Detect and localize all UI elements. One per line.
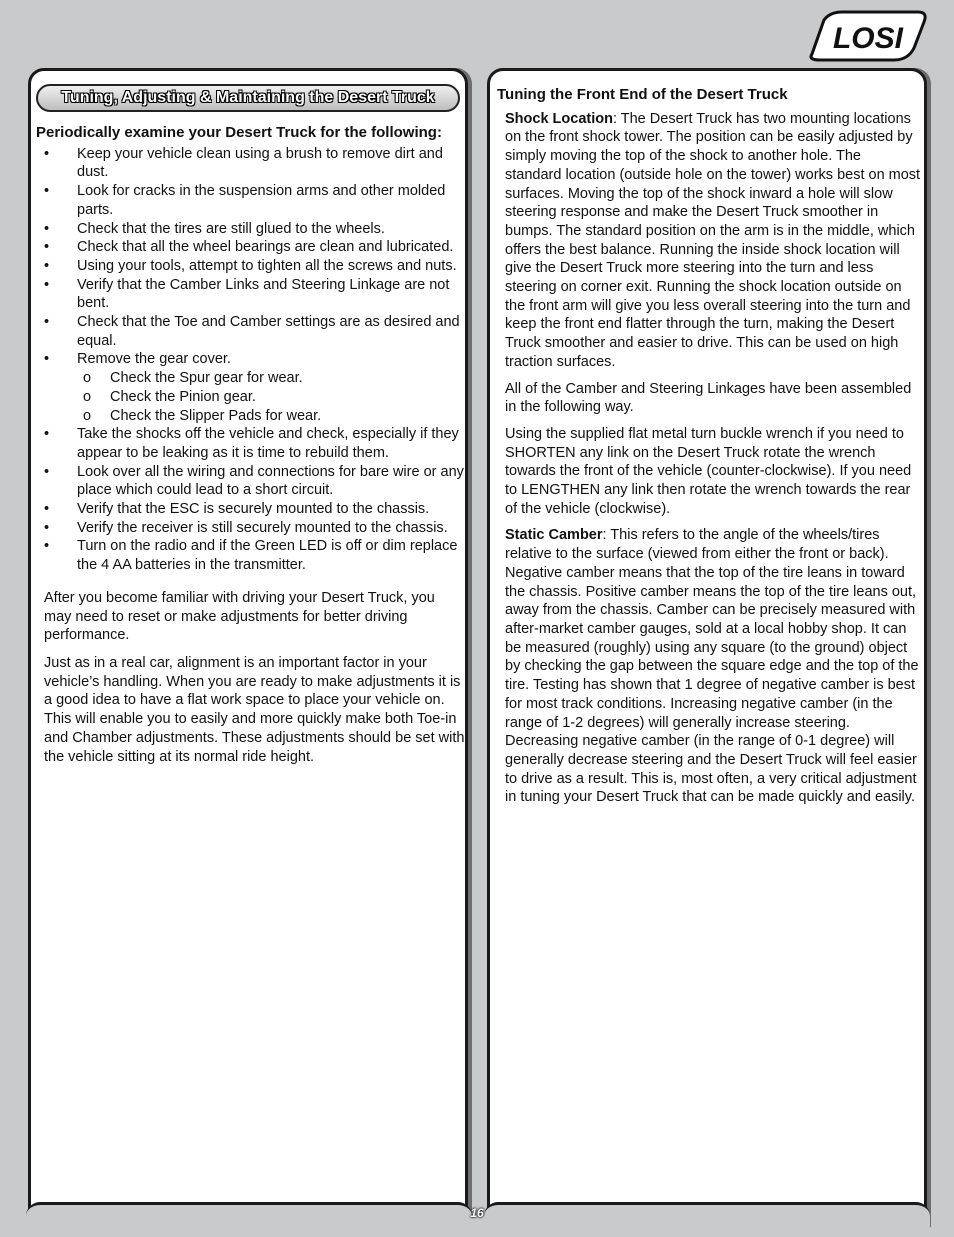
- maintenance-checklist: [36, 145, 466, 575]
- list-item: • Check that all the wheel bearings are clean and lubricated.: [36, 238, 466, 257]
- list-item: • Verify that the Camber Links and Steering Linkage are not bent.: [36, 276, 466, 313]
- list-item: • Keep your vehicle clean using a brush to remove dirt and dust.: [36, 145, 466, 182]
- losi-logo: [806, 8, 930, 64]
- list-item: • Check that the tires are still glued to the wheels.: [36, 220, 466, 239]
- logo-text: LOSI: [832, 22, 904, 55]
- sub-list-item: o Check the Pinion gear.: [36, 388, 466, 407]
- static-camber-text: : This refers to the angle of the wheels/tires relative to the surface (viewed from either the front or back). Negative camber means that the top of the tire leans in toward the chassis. Positive camber means the top of the tire leans out, away from the chassis. Camber can be precisely measured with after-market camber gauges, sold at a local hobby shop. It can be measured (roughly) using any square (to the ground) object by checking the gap between the square edge and the top of the tire. Testing has shown that 1 degree of negative camber is best for most track conditions. Increasing negative camber (in the range of 1-2 degrees) will generally increase steering. Decreasing negative camber (in the range of 0-1 degree) will generally decrease steering and the Desert Truck will feel easier to drive as a result. This is, most often, a very critical adjustment in tuning your Desert Truck that can be made quickly and easily.: [505, 527, 919, 806]
- list-item: • Using your tools, attempt to tighten all the screws and nuts.: [36, 257, 466, 276]
- left-content: [36, 124, 466, 766]
- shock-location-paragraph: [505, 110, 921, 372]
- list-item: • Check that the Toe and Camber settings are as desired and equal.: [36, 313, 466, 350]
- static-camber-paragraph: [505, 526, 921, 807]
- footer-bar-left: [26, 1202, 472, 1237]
- shock-location-text: : The Desert Truck has two mounting locations on the front shock tower. The position can be easily adjusted by simply moving the top of the shock to another hole. The standard location (outside hole on the tower) works best on most surfaces. Moving the top of the shock inward a hole will slow steering response and make the Desert Truck smoother in bumps. The standard position on the arm is in the middle, which offers the best balance. Running the inside shock location will give the Desert Truck more steering into the turn and less steering on corner exit. Running the shock location outside on the front arm will give you less overall steering into the turn and keep the front end flatter through the turn, making the Desert Truck smoother and easier to drive. This can be used on high traction surfaces.: [505, 110, 921, 370]
- sub-list-item: o Check the Slipper Pads for wear.: [36, 407, 466, 426]
- list-item: • Look over all the wiring and connections for bare wire or any place which could lead to a short circuit.: [36, 463, 466, 500]
- list-item: • Verify that the ESC is securely mounted to the chassis.: [36, 500, 466, 519]
- static-camber-label: Static Camber: [505, 527, 603, 544]
- paragraph-alignment: Just as in a real car, alignment is an important factor in your vehicle’s handling. When you are ready to make adjustments it is a good idea to have a flat work space to place your vehicle on. This will enable you to easily and more quickly make both Toe-in and Chamber adjustments. These adjustments should be set with the vehicle sitting at its normal ride height.: [44, 654, 465, 765]
- wrench-paragraph: Using the supplied flat metal turn buckle wrench if you need to SHORTEN any link on the Desert Truck rotate the wrench towards the front of the vehicle (counter-clockwise). If you need to LENGTHEN any link then rotate the wrench towards the rear of the vehicle (clockwise).: [505, 425, 912, 517]
- section-title: Tuning, Adjusting & Maintaining the Desert Truck: [36, 84, 460, 112]
- list-item: • Remove the gear cover.: [36, 350, 466, 369]
- list-item: • Take the shocks off the vehicle and check, especially if they appear to be leaking as it is time to rebuild them.: [36, 425, 466, 462]
- paragraph-familiar: After you become familiar with driving your Desert Truck, you may need to reset or make adjustments for better driving performance.: [44, 589, 435, 644]
- front-end-heading: Tuning the Front End of the Desert Truck: [497, 86, 788, 103]
- list-item: • Look for cracks in the suspension arms and other molded parts.: [36, 182, 466, 219]
- footer-bar-right: [484, 1202, 930, 1237]
- list-item: • Verify the receiver is still securely mounted to the chassis.: [36, 519, 466, 538]
- linkages-paragraph: All of the Camber and Steering Linkages have been assembled in the following way.: [505, 380, 912, 416]
- checklist-heading: Periodically examine your Desert Truck for the following:: [36, 124, 442, 141]
- shock-location-label: Shock Location: [505, 110, 613, 127]
- sub-list-item: o Check the Spur gear for wear.: [36, 369, 466, 388]
- right-content: [497, 86, 921, 815]
- page-number: 16: [470, 1206, 484, 1220]
- list-item: • Turn on the radio and if the Green LED is off or dim replace the 4 AA batteries in the transmitter.: [36, 537, 466, 574]
